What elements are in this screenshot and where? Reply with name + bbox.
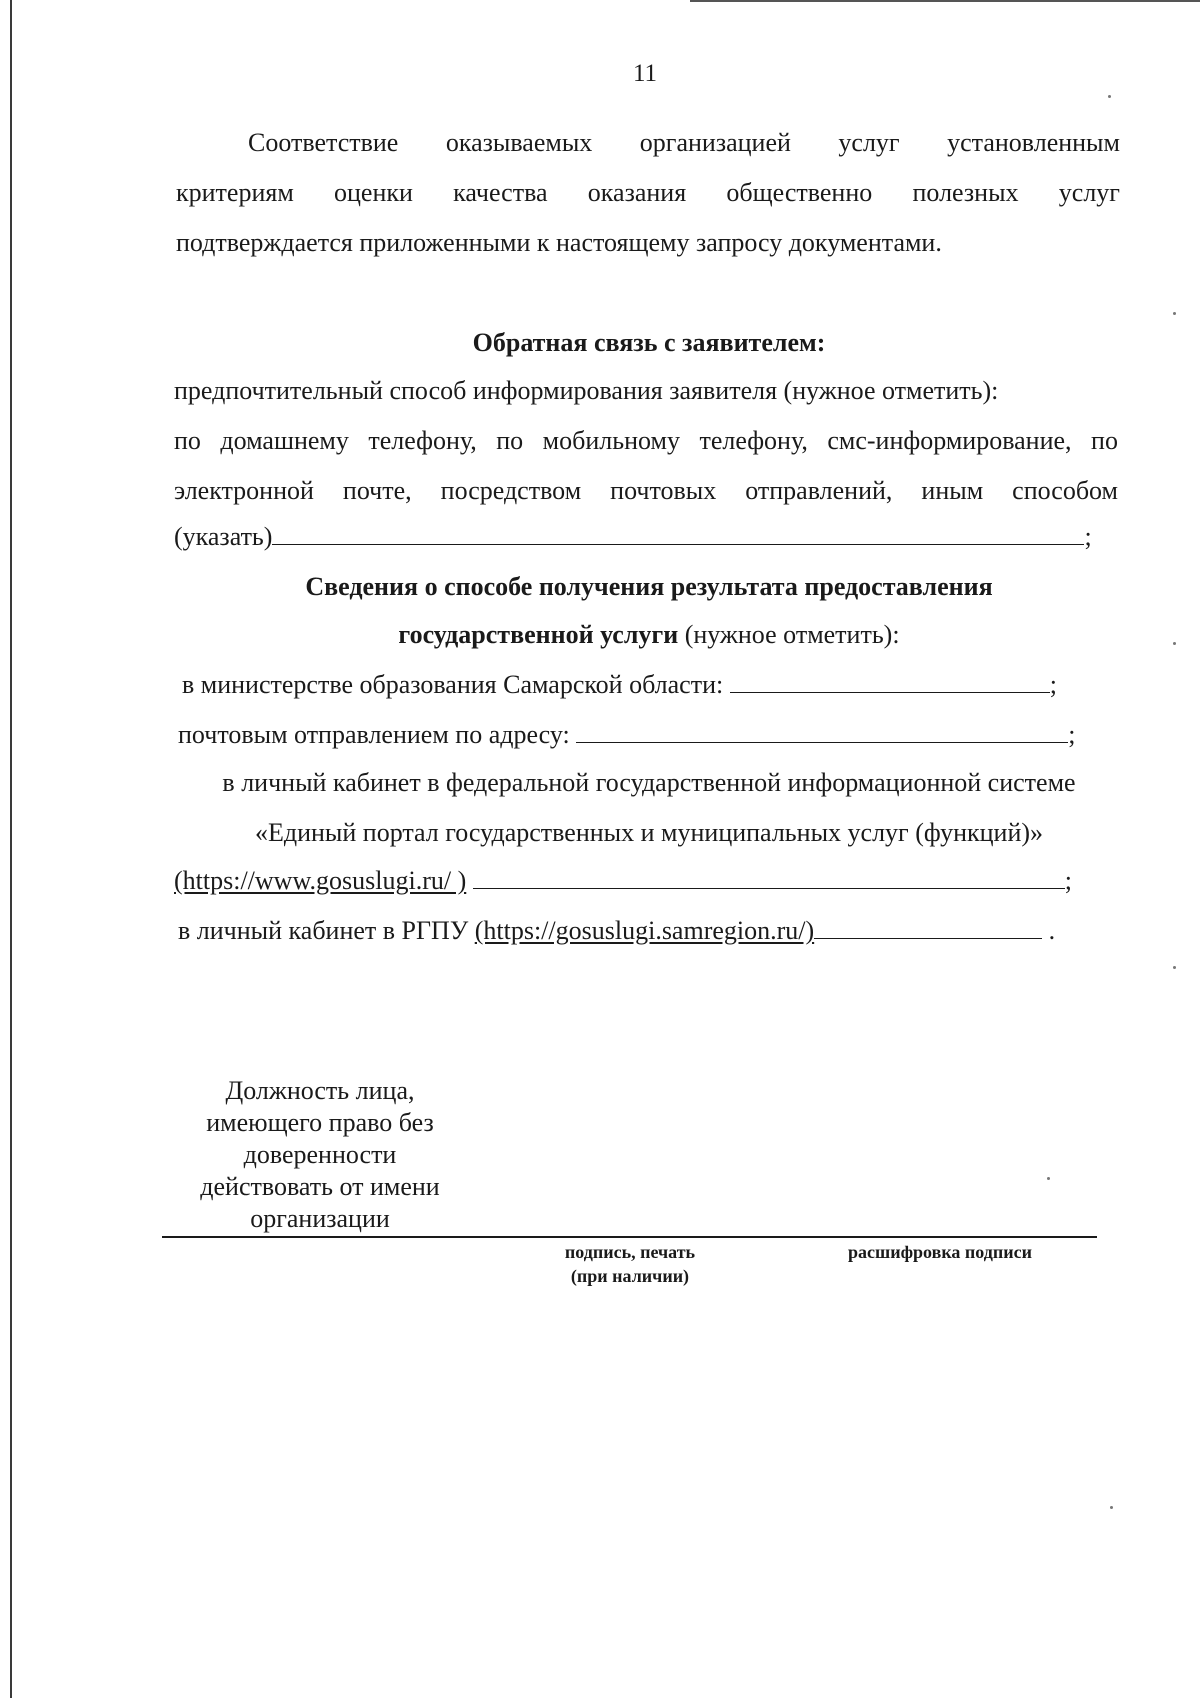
gosuslugi-end: ; xyxy=(1064,866,1072,895)
cabinet-line-1: в личный кабинет в федеральной государственной информационной системе xyxy=(222,768,1076,797)
compliance-line-1 xyxy=(248,128,1120,158)
word: общественно xyxy=(726,178,873,207)
word: иным xyxy=(921,476,984,505)
scan-speck xyxy=(1173,966,1176,969)
word: качества xyxy=(453,178,548,207)
gosuslugi-blank-field[interactable] xyxy=(473,866,1065,889)
word: мобильному xyxy=(542,426,680,455)
word: по xyxy=(496,426,524,455)
word: полезных xyxy=(912,178,1019,207)
compliance-line-3: подтверждается приложенными к настоящему запросу документами. xyxy=(176,228,942,257)
word: услуг xyxy=(1058,178,1120,207)
scan-speck xyxy=(1108,95,1111,98)
word: отправлений, xyxy=(745,476,893,505)
word: телефону, xyxy=(699,426,808,455)
signature-rule xyxy=(162,1236,1097,1238)
postal-row xyxy=(178,720,1075,750)
rgpu-blank-field[interactable] xyxy=(814,916,1042,939)
ministry-label: в министерстве образования Самарской области: xyxy=(182,670,724,699)
word: установленным xyxy=(947,128,1120,157)
word: оказываемых xyxy=(445,128,593,157)
signatory-position-line: доверенности xyxy=(243,1140,397,1169)
word: домашнему xyxy=(220,426,349,455)
ministry-end: ; xyxy=(1049,670,1057,699)
rgpu-link[interactable]: (https://gosuslugi.samregion.ru/) xyxy=(474,916,815,945)
signatory-position-line: имеющего право без xyxy=(206,1108,434,1137)
feedback-specify-row xyxy=(174,522,1092,552)
rgpu-end: . xyxy=(1048,916,1056,945)
postal-blank-field[interactable] xyxy=(576,720,1068,743)
word: организацией xyxy=(639,128,791,157)
postal-end: ; xyxy=(1068,720,1076,749)
signatory-position-line: организации xyxy=(250,1204,390,1233)
specify-blank-field[interactable] xyxy=(272,522,1084,545)
specify-label: (указать) xyxy=(174,522,273,551)
word: оказания xyxy=(587,178,687,207)
compliance-line-2 xyxy=(176,178,1120,208)
word: телефону, xyxy=(368,426,477,455)
word: критериям xyxy=(176,178,294,207)
signature-caption-line: подпись, печать xyxy=(564,1242,696,1262)
feedback-line-1: предпочтительный способ информирования заявителя (нужное отметить): xyxy=(174,376,999,405)
scan-speck xyxy=(1047,1177,1050,1180)
result-heading-note: (нужное отметить): xyxy=(678,620,900,649)
gosuslugi-row xyxy=(174,866,1072,896)
gosuslugi-link[interactable]: (https://www.gosuslugi.ru/ ) xyxy=(174,866,467,895)
specify-end: ; xyxy=(1084,522,1092,551)
word: способом xyxy=(1012,476,1118,505)
word: почте, xyxy=(342,476,412,505)
scan-speck xyxy=(1110,1506,1113,1509)
word: посредством xyxy=(440,476,582,505)
rgpu-label: в личный кабинет в РГПУ xyxy=(178,916,475,945)
cabinet-line-2: «Единый портал государственных и муниципальных услуг (функций)» xyxy=(254,818,1044,847)
result-heading-bold: государственной услуги xyxy=(398,620,679,649)
signatory-position xyxy=(170,1075,470,1235)
word: смс-информирование, xyxy=(827,426,1072,455)
result-heading-line-2 xyxy=(0,620,1200,650)
word: Соответствие xyxy=(248,128,399,157)
page-number: 11 xyxy=(632,60,658,87)
word: оценки xyxy=(334,178,413,207)
signature-caption xyxy=(540,1240,720,1288)
feedback-heading: Обратная связь с заявителем: xyxy=(472,328,826,357)
word: по xyxy=(174,426,201,455)
feedback-line-2 xyxy=(174,426,1118,456)
result-heading-line-1: Сведения о способе получения результата предоставления xyxy=(305,572,993,601)
rgpu-row xyxy=(178,916,1055,946)
signature-caption-line: (при наличии) xyxy=(570,1266,690,1286)
feedback-line-3 xyxy=(174,476,1118,506)
signatory-position-line: действовать от имени xyxy=(200,1172,440,1201)
word: электронной xyxy=(174,476,314,505)
decode-caption: расшифровка подписи xyxy=(848,1242,1032,1262)
scan-speck xyxy=(1173,312,1176,315)
signatory-position-line: Должность лица, xyxy=(225,1076,415,1105)
ministry-blank-field[interactable] xyxy=(730,670,1050,693)
ministry-row xyxy=(182,670,1057,700)
scan-edge-top xyxy=(690,0,1200,2)
scan-edge-left xyxy=(10,0,12,1698)
word: услуг xyxy=(838,128,900,157)
word: по xyxy=(1091,426,1118,455)
word: почтовых xyxy=(610,476,717,505)
postal-label: почтовым отправлением по адресу: xyxy=(178,720,570,749)
